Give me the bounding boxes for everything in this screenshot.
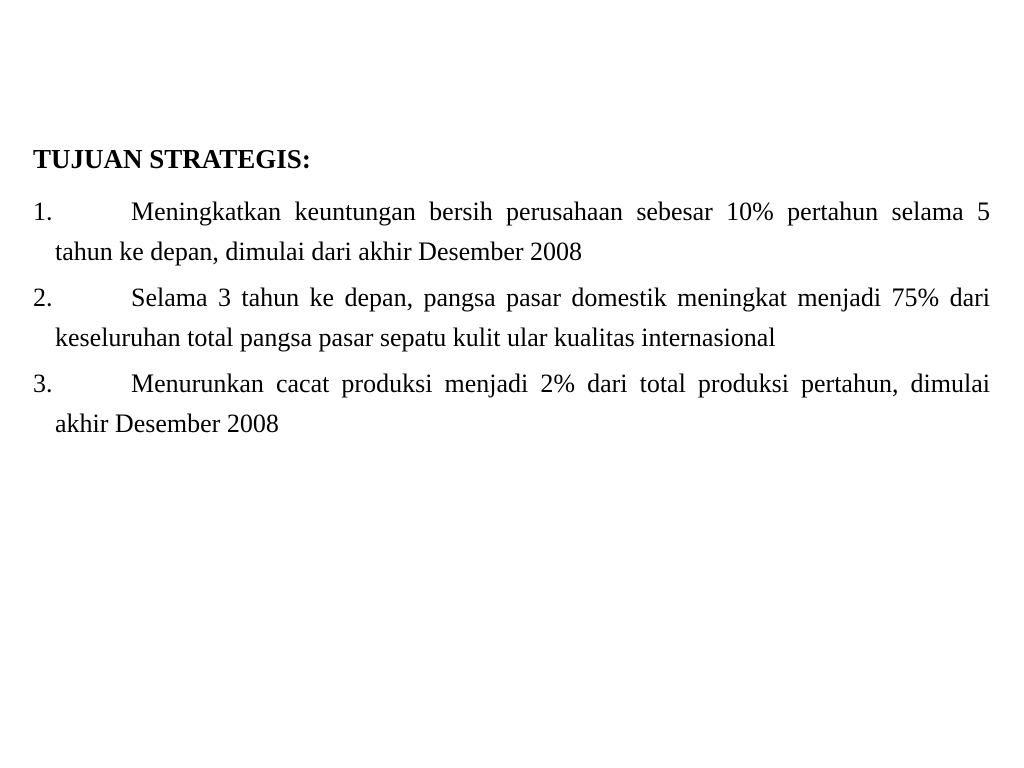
list-item <box>33 278 990 358</box>
item-text: Meningkatkan keuntungan bersih perusahaan sebesar 10% pertahun selama 5 tahun ke depan, dimulai dari akhir Desember 2008 <box>55 197 990 266</box>
list-item <box>33 364 990 444</box>
heading: TUJUAN STRATEGIS: <box>33 144 311 174</box>
item-number: 3. <box>33 369 53 398</box>
objectives-list <box>33 192 990 444</box>
slide-content <box>33 138 990 444</box>
item-number: 1. <box>33 197 53 226</box>
item-number: 2. <box>33 283 53 312</box>
item-text: Selama 3 tahun ke depan, pangsa pasar domestik meningkat menjadi 75% dari keseluruhan total pangsa pasar sepatu kulit ular kualitas internasional <box>55 283 990 352</box>
item-text: Menurunkan cacat produksi menjadi 2% dari total produksi pertahun, dimulai akhir Desember 2008 <box>55 369 990 438</box>
list-item <box>33 192 990 272</box>
